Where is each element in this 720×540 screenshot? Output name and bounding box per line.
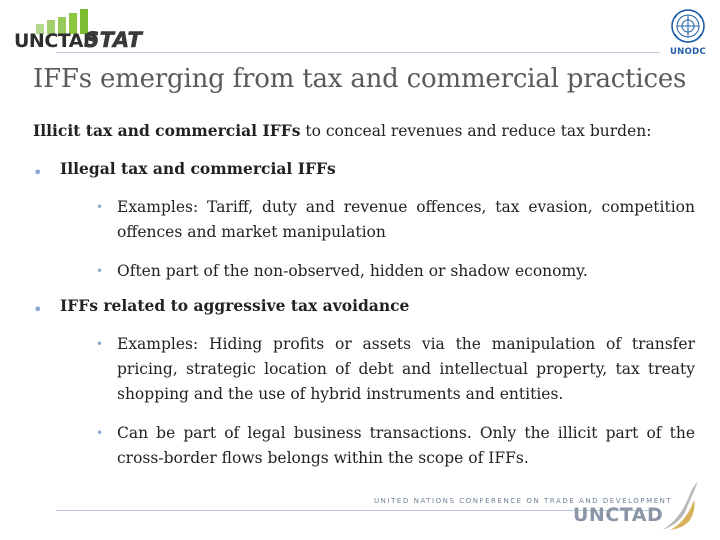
swoosh-icon [660,480,700,532]
bullet-list [33,159,695,471]
sub-bullet-item [60,259,695,284]
sub-bullet-dot-icon: • [96,264,104,278]
logo-text-unctad: UNCTAD [14,30,99,52]
footer-tagline: UNITED NATIONS CONFERENCE ON TRADE AND DEVELOPMENT [374,497,673,505]
intro-text [33,121,693,140]
unodc-logo [664,8,712,56]
sub-bullet-text: Examples: Tariff, duty and revenue offences, tax evasion, competition offences and market manipulation [117,198,695,241]
bullet-dot-icon: • [33,163,43,182]
unctadstat-logo [14,8,148,52]
bullet-label: IFFs related to aggressive tax avoidance [60,296,410,315]
bullet-label: Illegal tax and commercial IFFs [60,159,336,178]
sub-bullet-item [60,332,695,407]
logo-text-stat: STAT [84,28,143,52]
sub-bullet-dot-icon: • [96,337,104,351]
footer-unctad-logo: UNCTAD [573,504,664,526]
sub-bullet-item [60,421,695,471]
bullet-dot-icon: • [33,300,43,319]
unodc-caption: UNODC [669,47,707,57]
sub-bullet-text: Can be part of legal business transactions. Only the illicit part of the cross-border flows belongs within the scope of IFFs. [117,424,695,467]
footer-divider [56,510,660,511]
intro-rest: to conceal revenues and reduce tax burden: [300,122,652,140]
sub-bullet-text: Often part of the non-observed, hidden or shadow economy. [117,262,588,280]
sub-bullet-text: Examples: Hiding profits or assets via the manipulation of transfer pricing, strategic location of debt and intellectual property, tax treaty shopping and the use of hybrid instruments and entities. [117,335,695,403]
sub-bullet-dot-icon: • [96,426,104,440]
un-emblem-icon [670,8,706,44]
sub-bullet-list [60,195,695,284]
bullet-aggressive-tax-avoidance [33,296,695,471]
sub-bullet-dot-icon: • [96,200,104,214]
sub-bullet-item [60,195,695,245]
sub-bullet-list [60,332,695,471]
bullet-illegal-iffs [33,159,695,284]
slide-title: IFFs emerging from tax and commercial practices [33,64,687,94]
intro-bold: Illicit tax and commercial IFFs [33,121,301,140]
header-divider [56,52,660,53]
